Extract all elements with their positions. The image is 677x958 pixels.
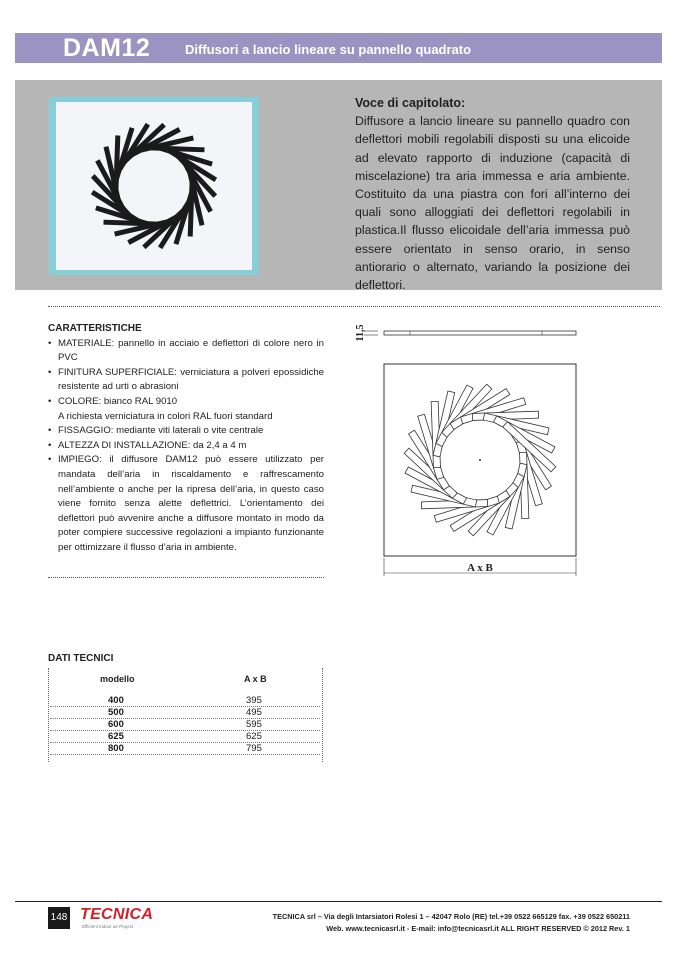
- spec-title: Voce di capitolato:: [355, 96, 466, 110]
- table-row: [50, 695, 320, 707]
- list-item: • IMPIEGO: il diffusore DAM12 può essere utilizzato per mandata dell’aria in riscaldamento e raffrescamento nell’ambiente o anche per la ripresa dell’aria, in questo caso viene fornito senza alette deflettrici. L’orientamento dei deflettori può avvenire anche a diffusore montato in modo da poter compiere successive regolazioni a impianto funzionante per ottimizzare il flusso d’aria in ambiente.: [48, 453, 324, 555]
- diffuser-plate: [56, 102, 252, 270]
- footer-address: TECNICA srl – Via degli Intarsiatori Rolesi 1 – 42047 Rolo (RE) tel.+39 0522 665129 fax. +39 0522 650211: [272, 912, 630, 921]
- footer-rule: [15, 901, 662, 902]
- features-section: [48, 322, 324, 556]
- list-item: • ALTEZZA DI INSTALLAZIONE: da 2,4 a 4 m: [48, 439, 324, 454]
- cell-model: 400: [108, 695, 124, 706]
- product-code: DAM12: [63, 34, 151, 62]
- technical-drawing: [350, 320, 590, 590]
- list-item: • FISSAGGIO: mediante viti laterali o vite centrale: [48, 424, 324, 439]
- table-row: [50, 743, 320, 755]
- divider: [48, 306, 660, 307]
- cell-model: 600: [108, 719, 124, 730]
- center-point: [479, 459, 481, 461]
- cell-dim: 495: [246, 707, 262, 718]
- col-header-model: modello: [100, 674, 135, 684]
- cell-model: 800: [108, 743, 124, 754]
- footer-contacts: Web. www.tecnicasrl.it - E-mail: info@tecnicasrl.it ALL RIGHT RESERVED © 2012 Rev. 1: [326, 924, 630, 933]
- description-band: [15, 80, 662, 293]
- cell-dim: 395: [246, 695, 262, 706]
- side-view-panel: [384, 331, 576, 335]
- table-row: [50, 731, 320, 743]
- list-item: • COLORE: bianco RAL 9010: [48, 395, 324, 410]
- page-number: 148: [48, 907, 70, 929]
- logo-tagline: Efficient indoor air Project: [82, 924, 134, 929]
- table-border: [322, 668, 323, 762]
- tech-data-title: DATI TECNICI: [48, 653, 114, 664]
- divider: [48, 577, 324, 578]
- drawing-svg: [350, 320, 590, 585]
- height-label: 11,5: [355, 324, 366, 342]
- cell-model: 500: [108, 707, 124, 718]
- features-list: [48, 337, 324, 556]
- list-item: • FINITURA SUPERFICIALE: verniciatura a polveri epossidiche resistente ad urti o abrasioni: [48, 366, 324, 395]
- table-row: [50, 707, 320, 719]
- list-item: • MATERIALE: pannello in acciaio e deflettori di colore nero in PVC: [48, 337, 324, 366]
- list-item: A richiesta verniciatura in colori RAL fuori standard: [58, 410, 273, 422]
- spec-block: [355, 94, 630, 294]
- header-band: [15, 33, 662, 63]
- col-header-dim: A x B: [244, 674, 267, 684]
- cell-dim: 795: [246, 743, 262, 754]
- photo-swirl-slots: [56, 102, 252, 270]
- features-title: CARATTERISTICHE: [48, 323, 142, 334]
- table-border: [48, 668, 49, 762]
- cell-dim: 595: [246, 719, 262, 730]
- tech-data-table: [48, 668, 324, 762]
- product-title: Diffusori a lancio lineare su pannello quadrato: [185, 42, 472, 57]
- spec-body: Diffusore a lancio lineare su pannello quadro con deflettori mobili regolabili disposti su una elicoide ad elevato rapporto di induzione (capacità di miscelazione) tra aria immessa e aria ambiente. Costituito da una piastra con fori all’interno dei quali sono alloggiati dei deflettori regolabili in plastica.Il flusso elicoidale dell’aria immessa può essere orientato in senso orario, in senso antiorario o alternato, variando la posizione dei deflettori.: [355, 114, 630, 293]
- cell-model: 625: [108, 731, 124, 742]
- cell-dim: 625: [246, 731, 262, 742]
- company-logo: TECNICA: [80, 906, 154, 923]
- table-row: [50, 719, 320, 731]
- product-photo: [49, 97, 259, 275]
- dim-label: A x B: [467, 562, 493, 574]
